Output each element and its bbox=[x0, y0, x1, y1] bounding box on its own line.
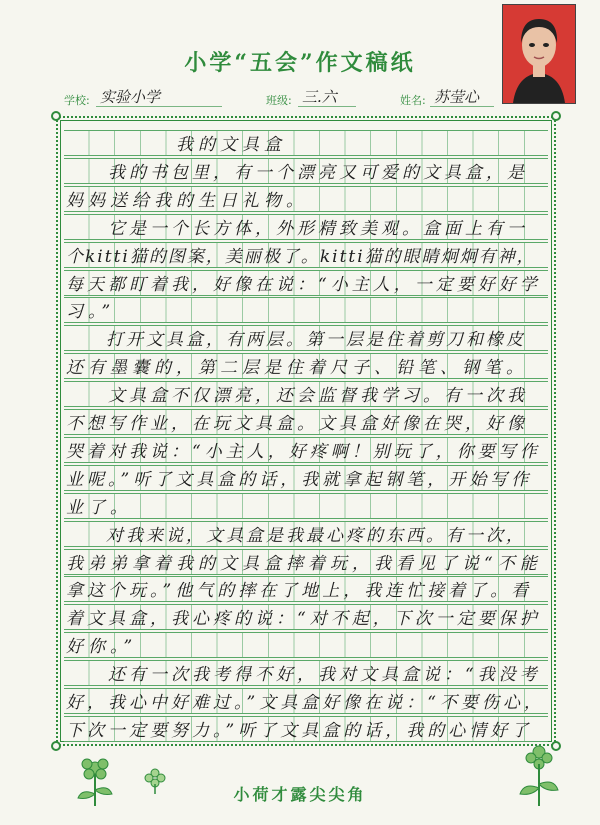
essay-line bbox=[64, 632, 548, 658]
name-value: 苏莹心 bbox=[434, 88, 480, 106]
corner-ornament bbox=[551, 111, 561, 121]
footer-slogan: 小荷才露尖尖角 bbox=[233, 785, 367, 804]
essay-line bbox=[64, 158, 548, 184]
essay-line-text: 拿这个玩。”他气的摔在了地上，我连忙接着了。看 bbox=[66, 581, 533, 602]
essay-line bbox=[64, 493, 548, 519]
class-value: 三.六 bbox=[302, 88, 337, 106]
essay-line bbox=[64, 270, 548, 296]
corner-ornament bbox=[51, 741, 61, 751]
essay-line-text: 不想写作业，在玩文具盒。文具盒好像在哭，好像 bbox=[66, 414, 528, 434]
essay-line bbox=[64, 130, 548, 156]
essay-line-text: 打开文具盒，有两层。第一层是住着剪刀和橡皮 bbox=[66, 330, 526, 351]
essay-line bbox=[64, 437, 548, 463]
essay-line bbox=[64, 688, 548, 714]
essay-line-text: 它是一个长方体，外形精致美观。盒面上有一 bbox=[66, 218, 528, 239]
essay-line-text: 还有一次我考得不好，我对文具盒说：“我没考 bbox=[66, 665, 541, 686]
essay-line-text: 我的书包里，有一个漂亮又可爱的文具盒，是 bbox=[66, 162, 528, 183]
essay-line-text: 个kitti猫的图案，美丽极了。kitti猫的眼睛炯炯有神， bbox=[66, 246, 536, 267]
flower-icon bbox=[70, 750, 120, 810]
essay-line bbox=[64, 604, 548, 630]
essay-line bbox=[64, 242, 548, 268]
essay-line-text: 对我来说，文具盒是我最心疼的东西。有一次， bbox=[66, 525, 526, 546]
essay-line-text: 下次一定要努力。”听了文具盒的话，我的心情好了 bbox=[66, 720, 533, 741]
essay-line-text: 业了。 bbox=[66, 497, 132, 518]
essay-line bbox=[64, 521, 548, 547]
essay-line-text: 业呢。”听了文具盒的话，我就拿起钢笔，开始写作 bbox=[66, 469, 533, 490]
page-title: 小学“五会”作文稿纸 bbox=[184, 50, 416, 76]
essay-line-text: 好你。” bbox=[66, 637, 138, 658]
flower-icon-right bbox=[514, 738, 564, 808]
essay-line-text: 好，我心中好难过。”文具盒好像在说：“不要伤心， bbox=[66, 693, 545, 713]
essay-line-text: 每天都盯着我，好像在说：“小主人，一定要好好学 bbox=[66, 274, 541, 295]
essay-line-text: 习。” bbox=[66, 302, 116, 323]
corner-ornament bbox=[51, 111, 61, 121]
essay-line bbox=[64, 660, 548, 686]
essay-line bbox=[64, 465, 548, 491]
class-underline bbox=[298, 106, 356, 107]
essay-line-text: 还有墨囊的，第二层是住着尺子、铅笔、钢笔。 bbox=[66, 358, 528, 379]
essay-line bbox=[64, 716, 548, 742]
school-value: 实验小学 bbox=[100, 88, 161, 106]
school-label: 学校: bbox=[64, 94, 90, 107]
essay-line bbox=[64, 353, 548, 379]
essay-line bbox=[64, 381, 548, 407]
class-label: 班级: bbox=[266, 94, 292, 107]
essay-line bbox=[64, 297, 548, 323]
essay-line bbox=[64, 186, 548, 212]
essay-body bbox=[64, 124, 548, 741]
essay-line bbox=[64, 214, 548, 240]
essay-line-text: 妈妈送给我的生日礼物。 bbox=[66, 190, 308, 211]
essay-line-text: 着文具盒，我心疼的说：“对不起，下次一定要保护 bbox=[66, 609, 541, 630]
essay-line bbox=[64, 549, 548, 575]
essay-line-text: 我的文具盒 bbox=[66, 135, 286, 155]
essay-line-text: 哭着对我说：“小主人，好疼啊！别玩了，你要写作 bbox=[66, 441, 541, 462]
essay-line bbox=[64, 409, 548, 435]
name-label: 姓名: bbox=[400, 94, 426, 107]
name-underline bbox=[430, 106, 494, 107]
essay-line-text: 文具盒不仅漂亮，还会监督我学习。有一次我 bbox=[66, 386, 528, 407]
essay-line bbox=[64, 576, 548, 602]
essay-line bbox=[64, 325, 548, 351]
essay-line-text: 我弟弟拿着我的文具盒摔着玩，我看见了说“不能 bbox=[66, 553, 542, 574]
small-flower-icon bbox=[140, 764, 170, 794]
school-underline bbox=[96, 106, 222, 107]
student-info-row bbox=[0, 86, 600, 108]
